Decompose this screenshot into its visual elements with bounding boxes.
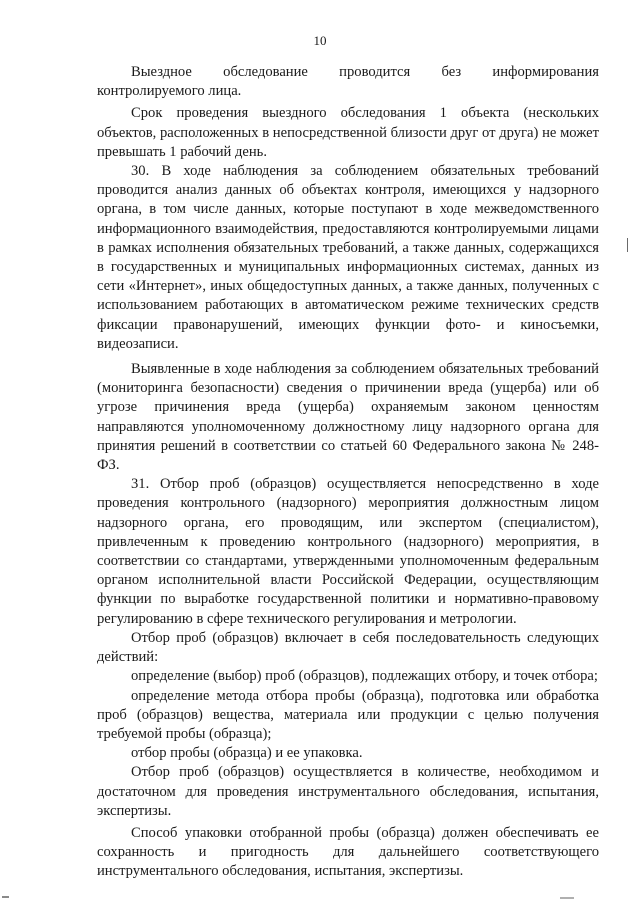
paragraph-sampling-quantity: Отбор проб (образцов) осуществляется в количестве, необходимом и достаточном для проведения инструментального обследования, испытания, экспертизы. — [97, 764, 599, 819]
paragraph-sampling-step-1: определение (выбор) проб (образцов), подлежащих отбору, и точек отбора; — [131, 668, 598, 685]
paragraph-observation-findings: Выявленные в ходе наблюдения за соблюдением обязательных требований (мониторинга безопасности) сведения о причинении вреда (ущерба) или об угрозе причинения вреда (ущерба) охраняемым законом ценностям направляются уполномоченному должностному лицу надзорного органа для принятия решений в соответствии со статьей 60 Федерального закона № 248-ФЗ. — [97, 361, 599, 474]
page-number: 10 — [313, 33, 327, 48]
paragraph-sampling-step-2: определение метода отбора пробы (образца), подготовка или обработка проб (образцов) вещества, материала или продукции с целью получения требуемой пробы (образца); — [97, 687, 599, 742]
scan-edge-mark-left — [2, 896, 9, 898]
paragraph-30-observation: 30. В ходе наблюдения за соблюдением обязательных требований проводится анализ данных об объектах контроля, имеющихся у надзорного органа, в том числе данных, которые поступают в ходе межведомственного информационного взаимодействия, предоставляются контролируемыми лицами в рамках исполнения обязательных требований, а также данных, содержащихся в государственных и муниципальных информационных системах, данных из сети «Интернет», иных общедоступных данных, а также данных, полученных с использованием работающих в автоматическом режиме технических средств фиксации правонарушений, имеющих функции фото- и киносъемки, видеозаписи. — [97, 163, 599, 352]
paragraph-inspection-no-notice: Выездное обследование проводится без информирования контролируемого лица. — [97, 64, 599, 100]
document-body — [97, 63, 599, 882]
scan-edge-mark-right — [560, 897, 574, 899]
paragraph-sample-packaging: Способ упаковки отобранной пробы (образца) должен обеспечивать ее сохранность и пригодность для дальнейшего соответствующего инструментального обследования, испытания, экспертизы. — [97, 824, 599, 880]
paragraph-31-sampling: 31. Отбор проб (образцов) осуществляется непосредственно в ходе проведения контрольного (надзорного) мероприятия должностным лицом надзорного органа, его проводящим, или экспертом (специалистом), привлеченным к проведению контрольного (надзорного) мероприятия, в соответствии со стандартами, утвержденными уполномоченным федеральным органом исполнительной власти Российской Федерации, осуществляющим функции по выработке государственной политики и нормативно-правовому регулированию в сфере технического регулирования и метрологии. — [97, 476, 599, 627]
paragraph-inspection-duration: Срок проведения выездного обследования 1 объекта (нескольких объектов, расположенных в непосредственной близости друг от друга) не может превышать 1 рабочий день. — [97, 105, 599, 160]
scan-mark — [627, 238, 628, 252]
paragraph-sampling-steps-intro: Отбор проб (образцов) включает в себя последовательность следующих действий: — [97, 629, 599, 666]
paragraph-sampling-step-3: отбор пробы (образца) и ее упаковка. — [131, 745, 363, 762]
